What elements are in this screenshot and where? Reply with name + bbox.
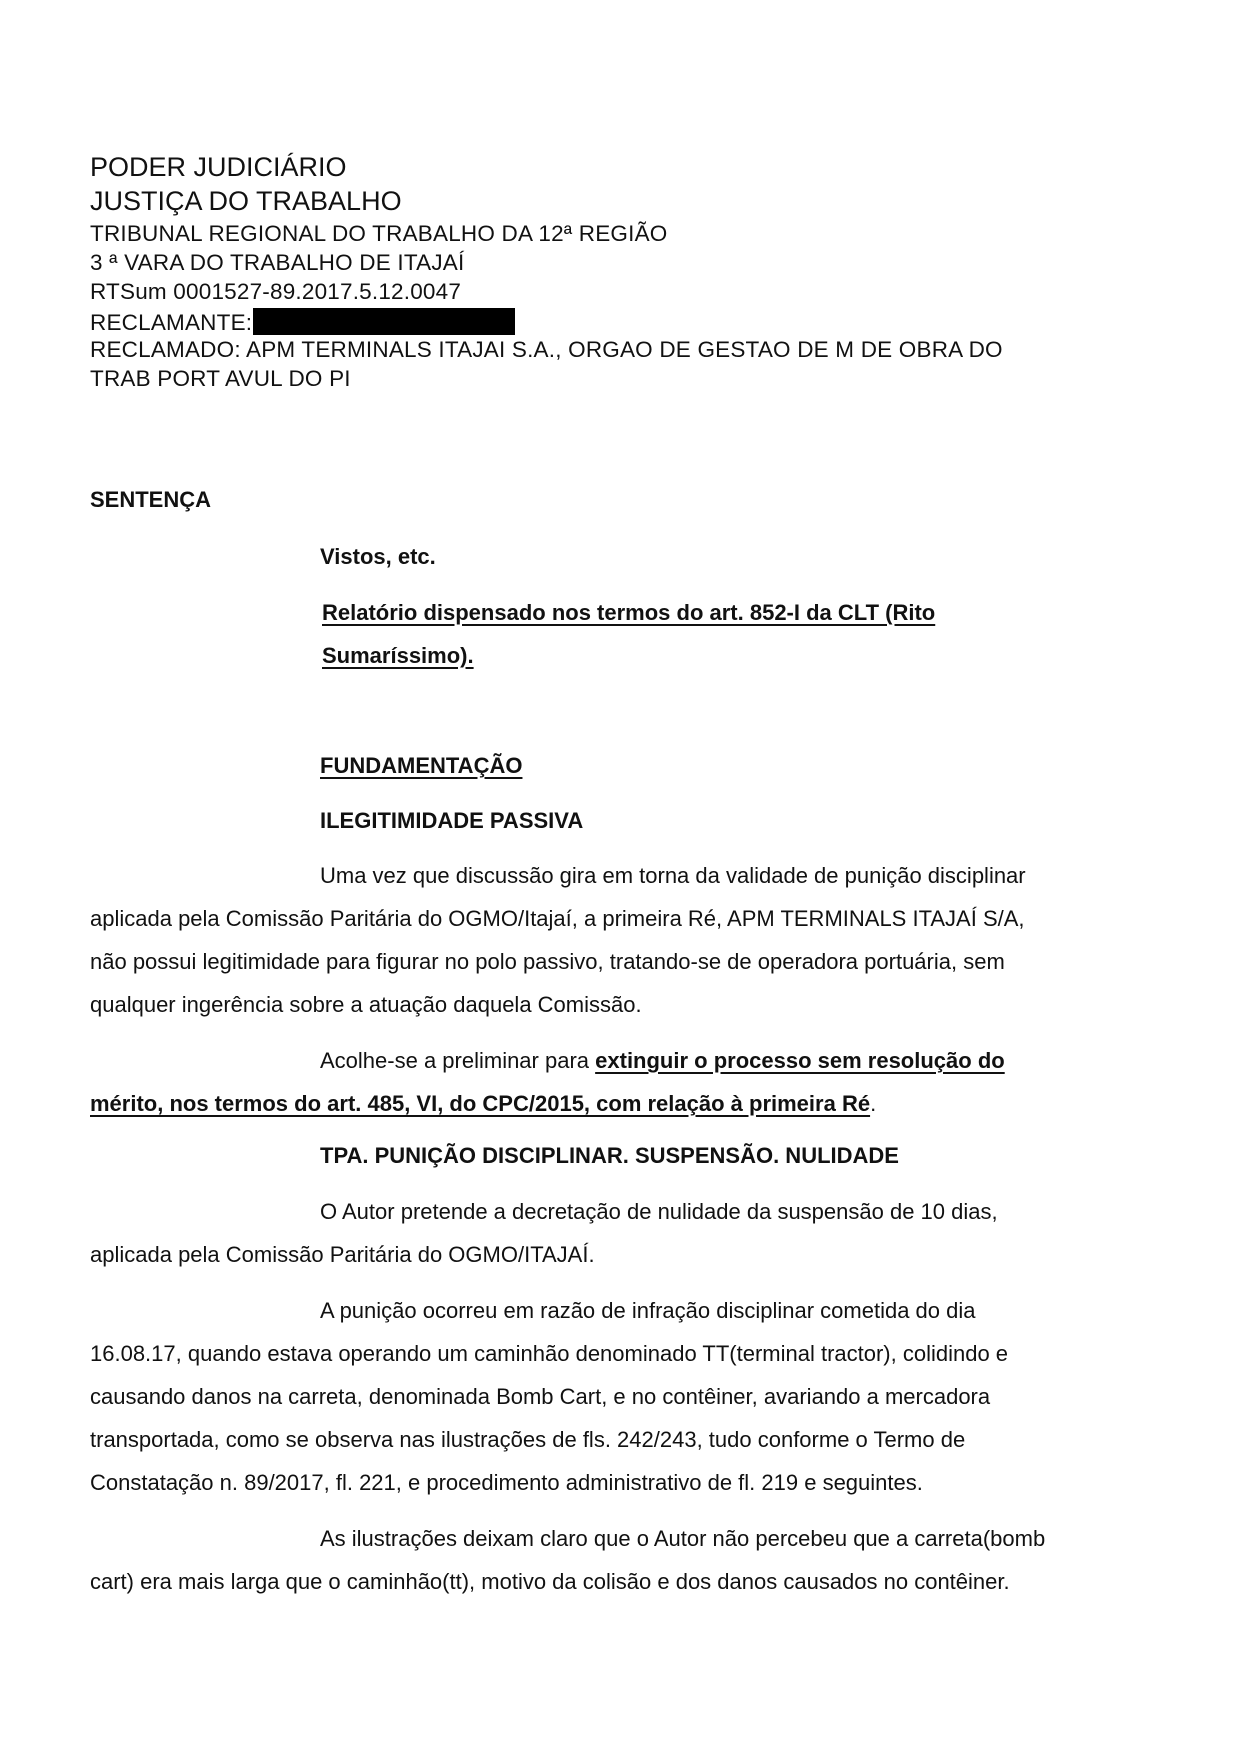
relatorio-line-1: Relatório dispensado nos termos do art. 852-I da CLT (Rito [322, 600, 936, 625]
paragraph-line: aplicada pela Comissão Paritária do OGMO/Itajaí, a primeira Ré, APM TERMINALS ITAJAÍ S/A, [90, 906, 1025, 931]
redaction-bar [253, 308, 515, 335]
paragraph-text: . [870, 1091, 877, 1116]
court-vara: 3 ª VARA DO TRABALHO DE ITAJAÍ [90, 250, 465, 275]
paragraph-line: As ilustrações deixam claro que o Autor não percebeu que a carreta(bomb [320, 1526, 1046, 1551]
defendant-line-1: RECLAMADO: APM TERMINALS ITAJAI S.A., ORGAO DE GESTAO DE M DE OBRA DO [90, 337, 1003, 362]
paragraph-line: não possui legitimidade para figurar no polo passivo, tratando-se de operadora portuária, sem [90, 949, 1005, 974]
relatorio-line-2: Sumaríssimo). [322, 643, 474, 668]
sentence-title: SENTENÇA [90, 487, 212, 512]
paragraph-line: Constatação n. 89/2017, fl. 221, e procedimento administrativo de fl. 219 e seguintes. [90, 1470, 923, 1495]
paragraph-line: causando danos na carreta, denominada Bomb Cart, e no contêiner, avariando a mercadora [90, 1384, 991, 1409]
paragraph-line: cart) era mais larga que o caminhão(tt), motivo da colisão e dos danos causados no contêiner. [90, 1569, 1010, 1594]
paragraph-line: qualquer ingerência sobre a atuação daquela Comissão. [90, 992, 642, 1017]
claimant-label: RECLAMANTE: [90, 310, 253, 335]
paragraph-line: transportada, como se observa nas ilustrações de fls. 242/243, tudo conforme o Termo de [90, 1427, 966, 1452]
fundamentacao-title: FUNDAMENTAÇÃO [320, 753, 523, 778]
court-branch-title: PODER JUDICIÁRIO [90, 152, 347, 182]
paragraph-line [320, 1048, 1005, 1074]
court-name: TRIBUNAL REGIONAL DO TRABALHO DA 12ª REGIÃO [90, 221, 668, 246]
paragraph-line: aplicada pela Comissão Paritária do OGMO/ITAJAÍ. [90, 1242, 595, 1267]
paragraph-line [90, 1091, 876, 1117]
vistos-text: Vistos, etc. [320, 544, 436, 569]
paragraph-emphasis: extinguir o processo sem resolução do [595, 1048, 1005, 1073]
section-title-ilegitimidade: ILEGITIMIDADE PASSIVA [320, 808, 584, 833]
paragraph-emphasis: mérito, nos termos do art. 485, VI, do CPC/2015, com relação à primeira Ré [90, 1091, 871, 1116]
process-number: RTSum 0001527-89.2017.5.12.0047 [90, 279, 462, 304]
paragraph-line: A punição ocorreu em razão de infração disciplinar cometida do dia [320, 1298, 976, 1323]
section-title-punicao: TPA. PUNIÇÃO DISCIPLINAR. SUSPENSÃO. NULIDADE [320, 1143, 899, 1168]
defendant-line-2: TRAB PORT AVUL DO PI [90, 366, 351, 391]
paragraph-text: Acolhe-se a preliminar para [320, 1048, 596, 1073]
paragraph-line: Uma vez que discussão gira em torna da validade de punição disciplinar [320, 863, 1026, 888]
paragraph-line: O Autor pretende a decretação de nulidade da suspensão de 10 dias, [320, 1199, 998, 1224]
paragraph-line: 16.08.17, quando estava operando um caminhão denominado TT(terminal tractor), colidindo e [90, 1341, 1009, 1366]
claimant-line [90, 308, 515, 336]
court-justice-title: JUSTIÇA DO TRABALHO [90, 186, 402, 216]
